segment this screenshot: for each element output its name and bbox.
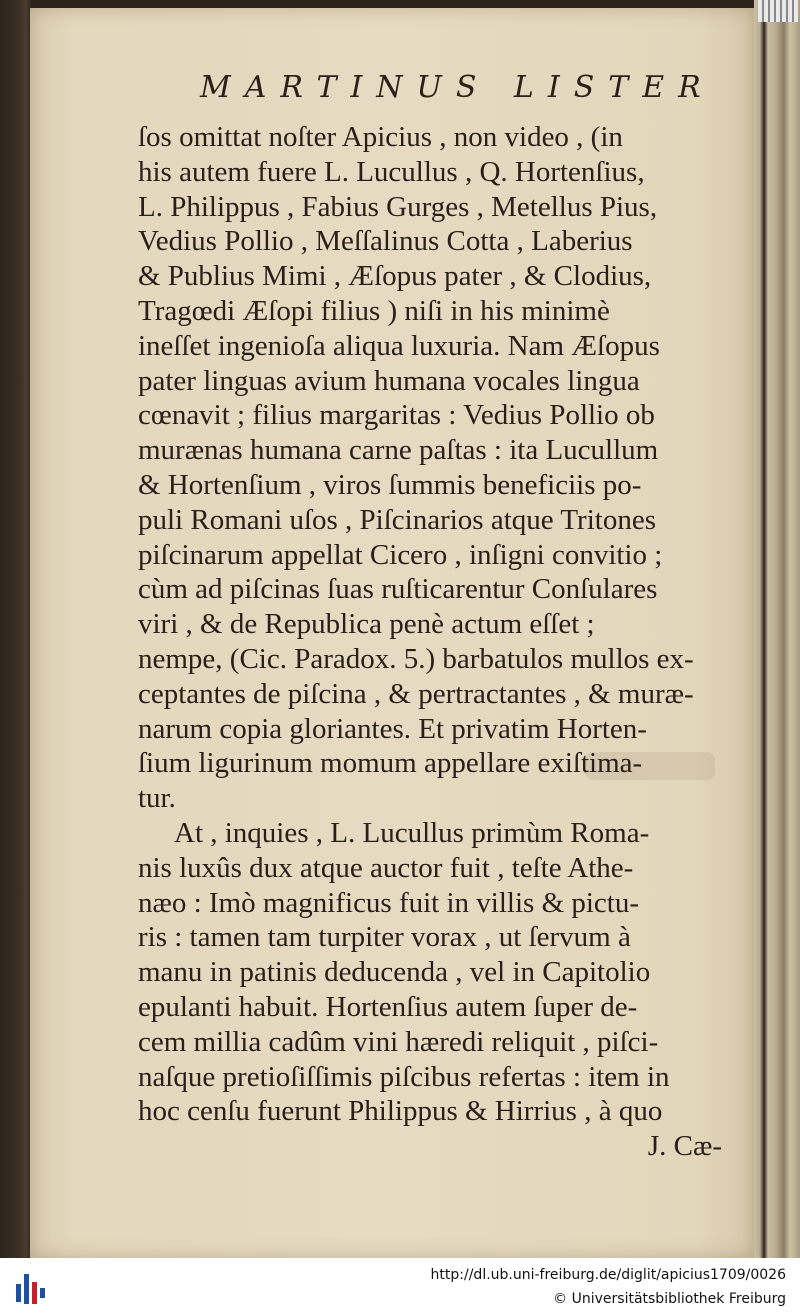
text-line: viri , & de Republica penè actum eſſet ; — [138, 608, 595, 641]
text-line: ſos omittat noſter Apicius , non video , (in — [138, 121, 623, 153]
text-line: tur. — [138, 782, 176, 815]
catchword: J. Cæ- — [647, 1130, 722, 1163]
text-line: murænas humana carne paſtas : ita Lucullum — [138, 434, 659, 467]
text-line: Tragœdi Æſopi filius ) niſi in his minimè — [138, 294, 610, 327]
text-line: epulanti habuit. Hortenſius autem ſuper de- — [138, 990, 638, 1023]
text-line: nis luxûs dux atque auctor fuit , teſte Athe- — [138, 851, 634, 884]
text-line: pater linguas avium humana vocales lingua — [138, 364, 640, 397]
ub-freiburg-logo-icon — [14, 1270, 48, 1306]
text-line: cem millia cadûm vini hæredi reliquit , piſci- — [138, 1025, 659, 1058]
page-edge — [754, 0, 800, 1258]
text-line: & Publius Mimi , Æſopus pater , & Clodius, — [138, 260, 652, 293]
text-line: cùm ad piſcinas ſuas ruſticarentur Conſulares — [138, 573, 658, 606]
text-line: puli Romani uſos , Piſcinarios atque Tritones — [138, 503, 656, 536]
text-line: cœnavit ; filius margaritas : Vedius Pollio ob — [138, 399, 655, 432]
text-line: naſque pretioſiſſimis piſcibus refertas : item in — [138, 1060, 670, 1093]
text-line: narum copia gloriantes. Et privatim Horten- — [138, 712, 647, 745]
copyright-text: © Universitätsbibliothek Freiburg — [553, 1291, 786, 1307]
text-line: ceptantes de piſcina , & pertractantes , & muræ- — [138, 677, 694, 710]
text-line: hoc cenſu fuerunt Philippus & Hirrius , à quo — [138, 1095, 663, 1128]
text-line: manu in patinis deducenda , vel in Capitolio — [138, 956, 651, 989]
text-line: Vedius Pollio , Meſſalinus Cotta , Laberius — [138, 225, 633, 258]
text-line: piſcinarum appellat Cicero , inſigni convitio ; — [138, 538, 663, 571]
text-line: his autem fuere L. Lucullus , Q. Hortenſius, — [138, 155, 645, 188]
text-line: L. Philippus , Fabius Gurges , Metellus Pius, — [138, 190, 658, 223]
text-line: næo : Imò magnificus fuit in villis & pictu- — [138, 886, 640, 919]
scan-clip — [758, 0, 798, 22]
text-line: ineſſet ingenioſa aliqua luxuria. Nam Æſopus — [138, 329, 660, 362]
text-line: nempe, (Cic. Paradox. 5.) barbatulos mullos ex- — [138, 642, 694, 675]
running-header: MARTINUS LISTER — [200, 70, 715, 105]
text-line: & Hortenſium , viros ſummis beneficiis po- — [138, 468, 642, 501]
page-body — [138, 120, 724, 1164]
text-line: At , inquies , L. Lucullus primùm Roma- — [174, 816, 650, 849]
text-line: ris : tamen tam turpiter vorax , ut ſervum à — [138, 921, 631, 954]
text-line: ſium ligurinum momum appellare exiſtima- — [138, 747, 643, 780]
permalink-link[interactable]: http://dl.ub.uni-freiburg.de/diglit/apicius1709/0026 — [430, 1267, 786, 1283]
viewer-footer — [0, 1258, 800, 1316]
